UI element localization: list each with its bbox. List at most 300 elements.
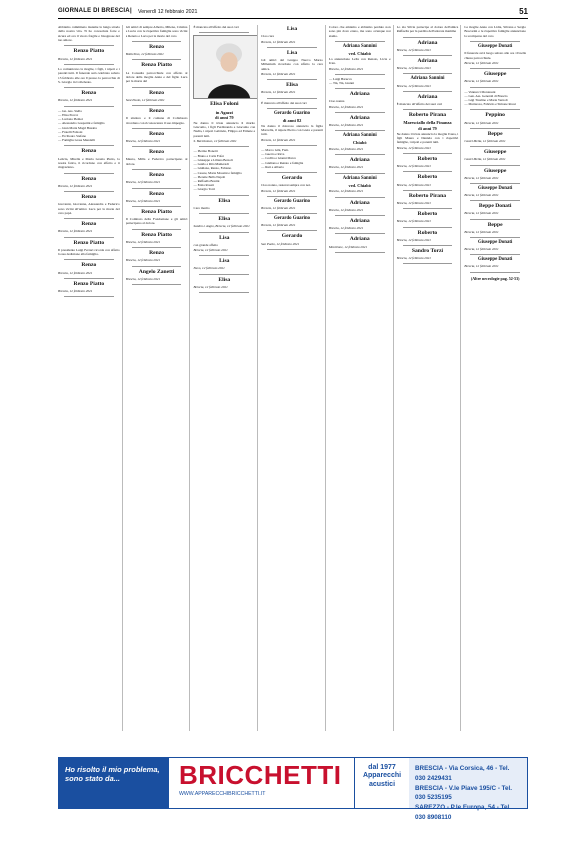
notice-divider xyxy=(64,191,114,192)
notice-text: Il funerale avrà luogo sabato alle ore 10 nella chiesa parrocchiale. xyxy=(464,51,527,60)
condolence-list xyxy=(261,148,323,169)
notice-divider xyxy=(199,255,249,256)
notice-divider xyxy=(335,233,385,234)
deceased-subtitle: Chiabò xyxy=(352,140,367,146)
condolence-name: — Pierette Bella Napoli xyxy=(193,175,255,179)
obituary-notice xyxy=(261,199,323,210)
notice-place-date: Sandro e Angio, Brescia, 12 febbraio 2021 xyxy=(193,224,250,229)
notice-place-date: Brescia, 12 febbraio 2021 xyxy=(261,137,296,142)
notice-divider xyxy=(132,266,182,267)
notice-place-date: Brescia, 12 febbraio 2021 xyxy=(58,270,93,275)
notice-divider xyxy=(132,247,182,248)
notice-place-date: Brescia, 12 febbraio 2021 xyxy=(328,165,364,170)
obituary-notice xyxy=(193,25,255,29)
obituary-notice xyxy=(58,240,120,257)
deceased-name: Peppino xyxy=(485,112,505,119)
deceased-name: Angelo Zanetti xyxy=(138,268,175,275)
deceased-name: Renzo Piatto xyxy=(73,239,105,246)
obituary-notice xyxy=(397,248,459,260)
deceased-age: di anni 79 xyxy=(418,126,437,132)
notice-divider xyxy=(470,183,520,184)
notice-divider xyxy=(132,105,182,106)
obituary-notice xyxy=(464,168,526,180)
notice-place-date: Brescia, 12 febbraio 2021 xyxy=(464,229,499,234)
obituary-notice xyxy=(329,25,391,38)
condolence-name: — Fratelli Falzoni xyxy=(58,130,120,134)
obituary-notice xyxy=(126,172,188,184)
deceased-name: Beppe xyxy=(487,221,503,228)
notice-divider xyxy=(403,73,453,74)
deceased-name: Beppe Donati xyxy=(478,203,512,210)
obituary-notice xyxy=(464,240,526,251)
deceased-name: Adriana Sannini xyxy=(342,44,377,50)
notice-divider xyxy=(132,169,182,170)
condolence-name: — Tin, Tin, Gianni xyxy=(329,81,391,85)
condolence-name: — Elisa Prevot xyxy=(58,113,120,117)
notice-text: È mancato all'affetto dei suoi cari xyxy=(261,100,307,105)
obituary-notice xyxy=(329,133,391,151)
deceased-name: Lisa xyxy=(219,258,230,265)
obituary-notice xyxy=(126,232,188,244)
ad-since-line3: acustici xyxy=(368,780,396,788)
obituary-notice xyxy=(464,25,526,38)
notice-place-date: Brescia, 12 febbraio 2021 xyxy=(125,258,161,263)
deceased-name: Adriana Sannini xyxy=(342,133,377,139)
notice-divider xyxy=(199,292,249,293)
obituary-notice xyxy=(193,35,255,143)
notice-divider xyxy=(132,41,182,42)
obituary-notice xyxy=(329,115,391,127)
obituary-notice xyxy=(193,149,255,191)
notice-text: Lo comunicano la moglie, i figli, i nipoti e i parenti tutti. Il funerale sarà celebrato sabato 13 febbraio alle ore 9 presso la parrocchia di S. Giorgio in Collebeato. xyxy=(58,66,120,84)
notice-text: Giovanni, Giovanna, Alessandra e Federico sono vicini all'amico Luca per la morte del caro papà. xyxy=(58,202,120,215)
notice-place-date: San Paolo, 12 febbraio 2021 xyxy=(261,241,300,246)
issue-date: Venerdì 12 febbraio 2021 xyxy=(138,9,198,15)
notice-place-date: Castel Mella, 12 febbraio 2021 xyxy=(464,138,506,143)
ad-since-year: dal 1977 xyxy=(368,764,396,771)
notice-divider xyxy=(132,146,182,147)
notice-place-date: Brescia, 12 febbraio 2021 xyxy=(396,200,431,205)
deceased-name: Giuseppe Donati xyxy=(478,239,513,245)
obituary-notice xyxy=(464,71,526,83)
deceased-name: Gerardo Guarino xyxy=(273,216,311,222)
deceased-name: Renzo xyxy=(81,262,97,269)
obituary-notice xyxy=(397,94,459,107)
notice-place-date: Brescia, 12 febbraio 2021 xyxy=(193,248,228,253)
notice-divider xyxy=(64,173,114,174)
obituary-notice xyxy=(261,175,323,193)
notice-divider xyxy=(64,145,114,146)
notice-divider xyxy=(335,112,385,113)
deceased-name: Adriana xyxy=(417,39,438,46)
notice-divider xyxy=(64,87,114,88)
notice-divider xyxy=(199,146,249,147)
notice-divider xyxy=(403,91,453,92)
deceased-name: Elisa xyxy=(218,276,231,283)
notice-place-date: Brescia, 12 febbraio 2021 xyxy=(464,211,499,216)
obituary-notice xyxy=(58,109,120,143)
deceased-name: Renzo xyxy=(149,149,165,156)
notice-place-date: Brescia, 12 febbraio 2021 xyxy=(58,289,93,293)
deceased-subtitle: Maresciallo della Finanza xyxy=(403,120,452,126)
deceased-name: Elisa xyxy=(218,216,231,223)
condolence-list xyxy=(193,149,255,191)
deceased-name: Giuseppe xyxy=(483,167,507,174)
notice-place-date: Nuvo, 12 febbraio 2021 xyxy=(193,266,225,271)
notice-place-date: Brescia, 12 febbraio 2021 xyxy=(396,182,431,187)
obituary-notice xyxy=(329,218,391,230)
ad-brand-logo: BRICCHETTI xyxy=(179,760,342,790)
notice-divider xyxy=(403,171,453,172)
notice-place-date: Brescia, 12 febbraio 2021 xyxy=(464,264,499,269)
notice-text: Caro marito xyxy=(193,205,210,210)
condolence-name: — Guerra e Rava xyxy=(261,152,323,156)
notice-divider xyxy=(335,252,385,253)
obituary-notice xyxy=(261,216,323,227)
column-5 xyxy=(329,25,394,731)
condolence-name: — Bruno e Carla Fofer xyxy=(193,154,255,158)
notice-divider xyxy=(267,172,317,173)
notice-text: Ciao nonna xyxy=(328,99,345,104)
deceased-name: Adriana Sannini xyxy=(342,175,377,181)
deceased-name: Renzo xyxy=(149,190,165,197)
notice-divider xyxy=(403,37,453,38)
obituary-notice xyxy=(126,131,188,143)
notice-divider xyxy=(199,213,249,214)
condolence-name: — Famiglia Grass Mandelli xyxy=(58,138,120,142)
deceased-name: Gerardo xyxy=(281,175,303,182)
notice-divider xyxy=(335,215,385,216)
notice-text: È mancata all'affetto dei suoi cari xyxy=(193,25,239,29)
notice-place-date: Brescia, 12 febbraio 2021 xyxy=(125,239,161,244)
deceased-name: Renzo xyxy=(149,250,165,257)
notice-divider xyxy=(64,259,114,260)
obituary-notice xyxy=(397,58,459,70)
ad-shop-list xyxy=(409,758,527,821)
column-1 xyxy=(58,25,123,731)
obituary-notice xyxy=(464,257,526,268)
obituary-notice xyxy=(126,44,188,56)
obituary-notice xyxy=(58,221,120,233)
notice-divider xyxy=(335,173,385,174)
deceased-name: Elisa xyxy=(286,82,298,89)
notice-place-date: Brescia, 12 febbraio 2021 xyxy=(58,98,93,103)
notice-divider xyxy=(132,87,182,88)
obituary-notice xyxy=(58,148,120,169)
deceased-name: Giuseppe Donati xyxy=(478,185,513,191)
obituary-notice xyxy=(397,76,459,87)
notice-place-date: Sant Paolo, 12 febbraio 2021 xyxy=(125,97,165,102)
notice-divider xyxy=(470,109,520,110)
notice-place-date: Brescia, 12 febbraio 2021 xyxy=(328,207,364,212)
notice-divider xyxy=(403,263,453,264)
ad-slogan: Ho risolto il mio problema, sono stato da... xyxy=(59,758,169,808)
deceased-name: Gerardo xyxy=(281,233,303,240)
notice-divider xyxy=(335,88,385,89)
deceased-name: Renzo xyxy=(81,175,97,182)
obituary-notice xyxy=(126,269,188,281)
notice-divider xyxy=(470,200,520,201)
deceased-name: Adriana xyxy=(349,236,370,243)
notice-divider xyxy=(64,296,114,297)
deceased-name: Giuseppe Donati xyxy=(478,44,513,50)
obituary-notice xyxy=(329,200,391,212)
condolence-name: — Raffaella Bonini xyxy=(193,179,255,183)
obituary-notice xyxy=(261,148,323,169)
notice-divider xyxy=(470,254,520,255)
condolence-name: — Gn. Ass. Stella xyxy=(58,109,120,113)
notice-divider xyxy=(335,74,385,75)
obituary-notice xyxy=(193,258,255,270)
notice-divider xyxy=(64,64,114,65)
condolence-name: — Marco Gilè, Fam. xyxy=(261,148,323,152)
condolence-list xyxy=(58,109,120,143)
deceased-name: Giuseppe Donati xyxy=(478,257,513,263)
notice-place-date: Brescia, 12 febbraio 2021 xyxy=(464,120,499,125)
condolence-name: — Cecilia e Gianni Marco xyxy=(261,156,323,160)
deceased-name: Renzo xyxy=(149,44,165,51)
deceased-name: Renzo xyxy=(81,90,97,97)
notice-divider xyxy=(132,206,182,207)
advertisement-banner[interactable] xyxy=(58,757,528,821)
column-2 xyxy=(126,25,191,731)
notice-place-date: Brescia, 12 febbraio 2021 xyxy=(396,164,431,169)
notice-text: Lo zia Silvia partecipa al dolore dell'amica Raffaella per la perdita dell'adorata mamma xyxy=(396,25,459,34)
column-6 xyxy=(397,25,462,731)
obituary-notice xyxy=(58,281,120,293)
deceased-name: Giuseppe xyxy=(483,149,507,156)
deceased-name: Adriana xyxy=(349,199,370,206)
obituary-notice xyxy=(397,156,459,168)
obituary-notice xyxy=(329,157,391,169)
notice-place-date: Brescia, 12 febbraio 2021 xyxy=(396,256,431,261)
page-number: 51 xyxy=(519,7,528,16)
deceased-name: Renzo xyxy=(149,89,165,96)
obituary-notice xyxy=(126,62,188,83)
obituary-notice xyxy=(397,193,459,205)
deceased-name: Roberto xyxy=(417,156,438,163)
obituary-notice xyxy=(126,90,188,102)
condolence-name: — Giuseppe e Liliana Bersoli xyxy=(193,158,255,162)
notice-divider xyxy=(470,87,520,88)
deceased-subtitle: ved. Chiabò xyxy=(348,182,371,188)
notice-divider xyxy=(267,230,317,231)
notice-text: Ciao cara xyxy=(261,34,275,39)
condolence-list xyxy=(329,77,391,85)
notice-divider xyxy=(132,284,182,285)
deceased-name: Renzo xyxy=(149,130,165,137)
obituary-notice xyxy=(464,203,526,215)
header-separator: | xyxy=(130,8,132,14)
deceased-name: Lisa xyxy=(219,234,230,241)
ad-since-block xyxy=(354,758,409,808)
notice-divider xyxy=(64,218,114,219)
notice-divider xyxy=(199,232,249,233)
deceased-name: Adriana xyxy=(349,114,370,121)
notice-place-date: Brescia, 12 febbraio 2021 xyxy=(261,71,296,76)
deceased-name: Sandro Torzi xyxy=(411,247,444,254)
column-3 xyxy=(193,25,258,731)
condolence-name: — Giuliana, Renzo, Fabiano xyxy=(193,166,255,170)
deceased-name: Roberto xyxy=(417,229,438,236)
condolence-name: — Giorgio Torri xyxy=(193,187,255,191)
notice-place-date: Brescia, 12 febbraio 2021 xyxy=(396,237,431,242)
deceased-name: Adriana xyxy=(349,91,370,98)
ad-website-link[interactable]: WWW.APPARECCHIBRICCHETTI.IT xyxy=(179,791,266,797)
notice-text: È mancato all'affetto dei suoi cari xyxy=(396,101,443,106)
notice-place-date: Brescia, 12 febbraio 2021 xyxy=(328,104,364,109)
obituary-notice xyxy=(397,112,459,150)
deceased-name: Gerardo Guarino xyxy=(273,110,311,116)
notice-text: Leticia, Mirella e Maria Grazia Piatto, la nostra fatica, ti ricordano con affetto e ti ringraziano. xyxy=(58,156,120,170)
notice-place-date: Brescia, 12 febbraio 2021 xyxy=(125,139,161,144)
notice-text: Ne danno il triste annuncio il marito Giacomo, i figli Ferdinando e Giacomo con Nadia, i nipoti Gabriele, Filippo ed Ermete e parenti tutti. xyxy=(193,120,256,138)
deceased-age: di anni 82 xyxy=(282,118,302,124)
deceased-name: Gerardo Guarino xyxy=(273,198,311,204)
notice-place-date: Castel Mella, 12 febbraio 2021 xyxy=(464,157,506,162)
notice-divider xyxy=(403,227,453,228)
notice-divider xyxy=(267,108,317,109)
notice-divider xyxy=(403,109,453,110)
notice-place-date: Brescia, 12 febbraio 2021 xyxy=(58,229,93,234)
notice-text: Abbiamo camminato insieme la lunga strada della nostra vita. Ti ho conosciuta forte e sicura ed ora il vuoto fragile e bisognose del tuo amore. xyxy=(58,25,120,43)
ad-shop-2: BRESCIA - V.le Piave 195/C - Tel. 030 5235195 xyxy=(415,784,513,802)
obituary-notice xyxy=(58,48,120,60)
obituary-notice xyxy=(58,90,120,102)
obituary-notice xyxy=(464,149,526,161)
notice-divider xyxy=(335,154,385,155)
notice-text: La annunciano Lella con Renato, Licia e Ivan. xyxy=(328,56,391,66)
deceased-age: di anni 79 xyxy=(215,115,234,121)
obituary-notice xyxy=(464,222,526,234)
continued-note: (Altre necrologie pag. 52-53) xyxy=(470,275,520,281)
notice-text: Ne danno il triste annuncio la moglie Ivana, i figli Mauro e Daniela con i rispettivi famiglie, i nipoti e parenti tutti. xyxy=(396,131,459,145)
obituary-notice xyxy=(58,25,120,42)
condolence-name: — Pierino Bonetti xyxy=(193,149,255,153)
obituary-notice xyxy=(397,211,459,223)
notice-place-date: Brescia, 12 febbraio 2021 xyxy=(464,60,499,65)
obituary-notice xyxy=(126,108,188,125)
notice-divider xyxy=(132,59,182,60)
obituary-notice xyxy=(261,233,323,245)
notice-text: La moglie Anna con Lidia, Silvana e Sergio Boscarini e le rispettive famiglie annunciano la scomparsa del caro xyxy=(464,25,527,38)
obituary-notice xyxy=(126,191,188,203)
deceased-name: Renzo xyxy=(149,172,165,179)
condolence-name: — Gian Maria Magri Busatta xyxy=(58,126,120,130)
notice-place-date: Brescia, 12 febbraio 2021 xyxy=(125,198,161,203)
notice-text: Il presidente Luigi Ferrari ricorda con affetto la sua dedizione alla famiglia. xyxy=(58,247,120,257)
deceased-name: Renzo Piatto xyxy=(141,62,172,69)
publication-name: GIORNALE DI BRESCIA xyxy=(58,8,130,14)
notice-divider xyxy=(403,245,453,246)
column-7 xyxy=(464,25,528,731)
condolence-name: — Guido e Rita Mameradi xyxy=(193,162,255,166)
notice-text: Maura, Milla e Federico partecipano al dolore. xyxy=(125,157,188,166)
notice-divider xyxy=(267,79,317,80)
notice-place-date: Brescia, 12 febbraio 2021 xyxy=(125,180,161,185)
ad-brand-block xyxy=(169,758,354,808)
obituary-notice xyxy=(126,25,188,38)
notice-divider xyxy=(64,237,114,238)
notice-place-date: Brescia, 12 febbraio 2021 xyxy=(58,56,93,61)
notice-text: Coloro che amiamo e abbiamo perduto non sono più dove erano, ma sono ovunque noi siamo. xyxy=(328,25,391,38)
notice-place-date: Brescia, 12 febbraio 2021 xyxy=(328,189,364,194)
notice-divider xyxy=(64,278,114,279)
notice-place-date: Brescia, 12 febbraio 2021 xyxy=(193,284,228,289)
notice-divider xyxy=(403,190,453,191)
deceased-name: Adriana xyxy=(349,157,370,164)
notice-place-date: Brescia, 12 febbraio 2021 xyxy=(396,66,431,71)
notice-divider xyxy=(199,32,249,33)
obituary-notice xyxy=(261,50,323,76)
condolence-name: — Luciana Piemoi xyxy=(58,117,120,121)
obituary-notice xyxy=(464,131,526,143)
obituary-notice xyxy=(329,44,391,71)
notice-divider xyxy=(64,45,114,46)
notice-divider xyxy=(335,130,385,131)
deceased-name: Renzo xyxy=(149,108,165,115)
obituary-notice xyxy=(58,67,120,84)
condolence-name: — Vannucci Montesani xyxy=(464,90,526,94)
deceased-name: Adriana xyxy=(349,218,370,224)
notice-place-date: Brescia, 12 febbraio 2021 xyxy=(261,188,296,193)
obituary-notice xyxy=(397,230,459,242)
notice-text: Ciao nonno, resterai sempre con noi. xyxy=(261,183,311,188)
notice-place-date: Brescia, 12 febbraio 2021 xyxy=(328,66,364,71)
notice-text: con grande affetto xyxy=(193,242,219,247)
notice-text: Gli amici di sempre Alberto, Milena, Cristina e Lucia con le rispettive famiglie sono vicini a Renato e Luca per la morte del caro xyxy=(125,25,188,38)
deceased-name: Roberto Pirana xyxy=(408,112,447,119)
notice-text: Gli amici del Gruppo Nuovo Marzo Millenium ricordano con affetto la cara amica. xyxy=(261,57,323,71)
condolence-name: — Gen. Ass. Generali di Brescia xyxy=(464,94,526,98)
notice-text: Il Comitato della Fondazione e gli amici partecipano al dolore. xyxy=(125,217,188,226)
notice-place-date: Brescia, 12 febbraio 2021 xyxy=(396,219,431,224)
obituary-notice xyxy=(58,194,120,215)
obituary-notice xyxy=(397,40,459,52)
obituary-notice xyxy=(329,176,391,194)
obituary-notice xyxy=(126,250,188,262)
deceased-name: Beppe xyxy=(487,130,503,137)
deceased-name: Renzo xyxy=(81,193,97,200)
notice-place-date: Brescia, 12 febbraio 2021 xyxy=(328,226,364,231)
obituary-notice xyxy=(193,198,255,211)
deceased-name: Adriana Sannini xyxy=(410,76,445,82)
deceased-name: Elisa Foloni xyxy=(210,101,239,108)
notice-text: Il sindaco e il comune di Collebeato ricordano con riconoscenza il suo impegno. xyxy=(125,116,188,125)
notice-divider xyxy=(199,274,249,275)
deceased-name: Roberto xyxy=(417,211,438,218)
notice-divider xyxy=(470,219,520,220)
notice-divider xyxy=(470,68,520,69)
notice-divider xyxy=(132,229,182,230)
deceased-name: Roberto Pirana xyxy=(408,192,447,199)
obituary-notice xyxy=(58,262,120,274)
deceased-name: Lisa xyxy=(286,49,298,56)
notice-text: La Consulta parrocchiale con affetto al dolore della moglie Anna e del figlio Luca per la morte del xyxy=(125,70,188,84)
notice-place-date: S. Bartolomeo, 12 febbraio 2021 xyxy=(193,139,237,144)
deceased-name: Giuseppe xyxy=(483,71,507,78)
notice-divider xyxy=(470,41,520,42)
notice-divider xyxy=(267,249,317,250)
condolence-name: — Ruti e Alberto xyxy=(261,165,323,169)
notice-divider xyxy=(267,47,317,48)
obituary-notice xyxy=(464,90,526,107)
condolence-name: — Cesare, Maria Mossini e famiglia xyxy=(193,171,255,175)
notice-place-date: Brescia, 12 febbraio 2021 xyxy=(261,90,296,95)
obituary-notice xyxy=(193,216,255,228)
notice-place-date: Brescia, 12 febbraio 2021 xyxy=(328,123,364,128)
notice-place-date: Brescia, 12 febbraio 2021 xyxy=(261,223,296,228)
